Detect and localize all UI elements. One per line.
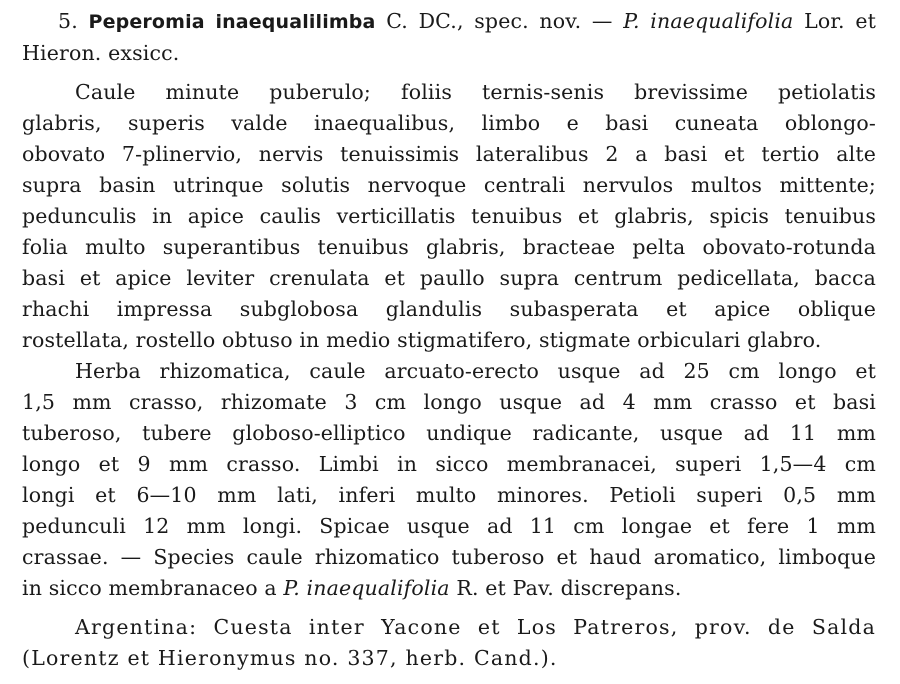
species-author-status: C. DC., spec. nov. —: [386, 9, 613, 33]
diagnosis-line: obovato 7-plinervio, nervis tenuissimis lateralibus 2 a basi et tertio alte: [22, 142, 876, 166]
diagnosis-line: supra basin utrinque solutis nervoque centrali nervulos multos mittente;: [22, 173, 876, 197]
diagnosis-line: rhachi impressa subglobosa glandulis subasperata et apice oblique: [22, 297, 876, 321]
locality-line: [75, 614, 876, 641]
description-line: longo et 9 mm crasso. Limbi in sicco membranacei, superi 1,5—4 cm: [22, 452, 876, 476]
description-line: Herba rhizomatica, caule arcuato-erecto usque ad 25 cm longo et: [75, 359, 876, 383]
description-line: longi et 6—10 mm lati, inferi multo minores. Petioli superi 0,5 mm: [22, 483, 876, 507]
description-line-final: [22, 575, 876, 602]
species-number: 5.: [58, 9, 78, 33]
specimen-citation: (Lorentz et Hieronymus no. 337, herb. Cand.).: [22, 646, 558, 670]
diagnosis-line: basi et apice leviter crenulata et paullo supra centrum pedicellata, bacca: [22, 266, 876, 290]
diagnosis-line: glabris, superis valde inaequalibus, limbo e basi cuneata oblongo-: [22, 111, 876, 135]
species-heading: [58, 8, 876, 35]
description-line: pedunculi 12 mm longi. Spicae usque ad 11 cm longae et fere 1 mm: [22, 514, 876, 538]
diagnosis-line: rostellata, rostello obtuso in medio stigmatifero, stigmate orbiculari glabro.: [22, 328, 822, 352]
locality-country: Argentina:: [75, 615, 198, 639]
description-line: 1,5 mm crasso, rhizomate 3 cm longo usque ad 4 mm crasso et basi: [22, 390, 876, 414]
diagnosis-line: pedunculis in apice caulis verticillatis tenuibus et glabris, spicis tenuibus: [22, 204, 876, 228]
description-line: crassae. — Species caule rhizomatico tuberoso et haud aromatico, limboque: [22, 545, 876, 569]
heading-line-2: Hieron. exsicc.: [22, 41, 180, 65]
species-name: Peperomia inaequalilimba: [88, 11, 376, 33]
description-text: in sicco membranaceo a: [22, 576, 277, 600]
compared-species-name: P. inaequalifolia: [283, 576, 450, 600]
locality-text: Cuesta inter Yacone et Los Patreros, prov. de Salda: [213, 615, 876, 639]
diagnosis-line: Caule minute puberulo; foliis ternis-senis brevissime petiolatis: [75, 80, 876, 104]
synonym-author: Lor. et: [804, 9, 877, 33]
description-text: R. et Pav. discrepans.: [456, 576, 682, 600]
description-line: tuberoso, tubere globoso-elliptico undique radicante, usque ad 11 mm: [22, 421, 876, 445]
synonym-name: P. inaequalifolia: [623, 9, 794, 33]
diagnosis-line: folia multo superantibus tenuibus glabris, bracteae pelta obovato-rotunda: [22, 235, 876, 259]
